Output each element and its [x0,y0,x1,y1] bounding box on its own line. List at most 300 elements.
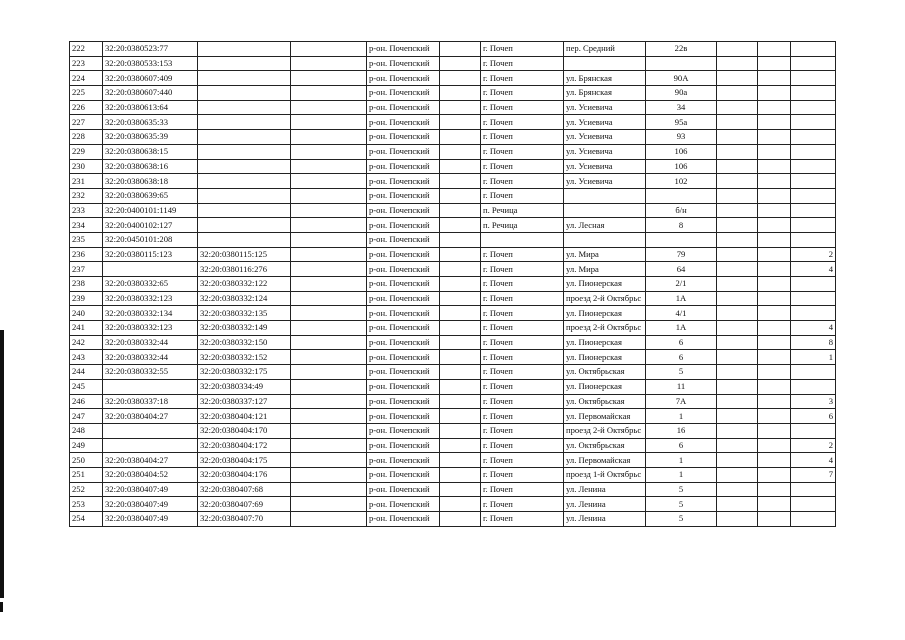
empty-cell [717,188,758,203]
empty-cell [440,365,481,380]
street-cell: проезд 2-й Октябрьс [564,423,646,438]
street-cell [564,56,646,71]
row-number-cell: 234 [70,218,103,233]
empty-cell [717,115,758,130]
cadastral-number-cell: 32:20:0380635:33 [103,115,198,130]
district-cell: р-он. Почепский [367,86,440,101]
cadastral-number-cell: 32:20:0380533:153 [103,56,198,71]
house-number-cell: 93 [646,130,717,145]
linked-cadastral-number-cell: 32:20:0380116:276 [198,262,291,277]
empty-cell [440,453,481,468]
street-cell: ул. Усиевича [564,115,646,130]
linked-cadastral-number-cell [198,42,291,57]
empty-cell [758,379,791,394]
table-row [70,321,836,336]
empty-cell [717,409,758,424]
house-number-cell: 1А [646,321,717,336]
town-cell: г. Почеп [481,409,564,424]
empty-cell [291,438,367,453]
street-cell: ул. Ленина [564,482,646,497]
row-number-cell: 222 [70,42,103,57]
empty-cell [758,335,791,350]
linked-cadastral-number-cell: 32:20:0380404:121 [198,409,291,424]
empty-cell [440,218,481,233]
house-number-cell: 1 [646,409,717,424]
row-number-cell: 249 [70,438,103,453]
house-number-cell: 4/1 [646,306,717,321]
district-cell: р-он. Почепский [367,321,440,336]
cadastral-number-cell: 32:20:0380332:44 [103,350,198,365]
house-number-cell [646,232,717,247]
district-cell: р-он. Почепский [367,232,440,247]
empty-cell [291,512,367,527]
empty-cell [717,350,758,365]
count-cell [791,159,836,174]
empty-cell [717,394,758,409]
empty-cell [717,247,758,262]
house-number-cell: 6 [646,335,717,350]
town-cell: г. Почеп [481,438,564,453]
district-cell: р-он. Почепский [367,512,440,527]
cadastral-number-cell: 32:20:0380613:64 [103,100,198,115]
empty-cell [291,174,367,189]
linked-cadastral-number-cell: 32:20:0380407:69 [198,497,291,512]
town-cell: г. Почеп [481,365,564,380]
house-number-cell: 95а [646,115,717,130]
town-cell: г. Почеп [481,291,564,306]
row-number-cell: 251 [70,467,103,482]
house-number-cell: 1А [646,291,717,306]
house-number-cell: 5 [646,512,717,527]
town-cell: г. Почеп [481,394,564,409]
row-number-cell: 254 [70,512,103,527]
town-cell: г. Почеп [481,379,564,394]
empty-cell [440,232,481,247]
house-number-cell: 102 [646,174,717,189]
street-cell: проезд 1-й Октябрьс [564,467,646,482]
town-cell: г. Почеп [481,335,564,350]
table-row [70,497,836,512]
empty-cell [291,218,367,233]
count-cell: 4 [791,321,836,336]
street-cell: ул. Октябрьская [564,438,646,453]
table-row [70,115,836,130]
district-cell: р-он. Почепский [367,335,440,350]
row-number-cell: 230 [70,159,103,174]
empty-cell [291,144,367,159]
district-cell: р-он. Почепский [367,56,440,71]
district-cell: р-он. Почепский [367,188,440,203]
empty-cell [440,277,481,292]
table-row [70,203,836,218]
empty-cell [440,174,481,189]
empty-cell [717,174,758,189]
empty-cell [717,232,758,247]
empty-cell [291,453,367,468]
empty-cell [758,188,791,203]
cadastral-number-cell: 32:20:0380407:49 [103,512,198,527]
count-cell [791,115,836,130]
linked-cadastral-number-cell: 32:20:0380407:70 [198,512,291,527]
count-cell [791,56,836,71]
street-cell: проезд 2-й Октябрьс [564,291,646,306]
table-row [70,350,836,365]
empty-cell [758,482,791,497]
table-row [70,409,836,424]
row-number-cell: 223 [70,56,103,71]
count-cell [791,379,836,394]
table-row [70,379,836,394]
empty-cell [291,394,367,409]
table-row [70,262,836,277]
count-cell [791,100,836,115]
cadastral-number-cell: 32:20:0380638:15 [103,144,198,159]
linked-cadastral-number-cell [198,71,291,86]
empty-cell [758,438,791,453]
empty-cell [758,86,791,101]
empty-cell [717,497,758,512]
empty-cell [758,115,791,130]
cadastral-number-cell: 32:20:0380635:39 [103,130,198,145]
house-number-cell: 11 [646,379,717,394]
empty-cell [440,130,481,145]
town-cell: г. Почеп [481,306,564,321]
street-cell [564,232,646,247]
empty-cell [758,247,791,262]
table-row [70,394,836,409]
street-cell: ул. Пионерская [564,277,646,292]
empty-cell [717,482,758,497]
empty-cell [758,394,791,409]
cadastral-number-cell: 32:20:0380639:65 [103,188,198,203]
empty-cell [758,56,791,71]
street-cell [564,188,646,203]
empty-cell [717,467,758,482]
town-cell: г. Почеп [481,512,564,527]
empty-cell [291,56,367,71]
town-cell: г. Почеп [481,247,564,262]
count-cell: 6 [791,409,836,424]
town-cell: г. Почеп [481,482,564,497]
street-cell: ул. Ленина [564,497,646,512]
empty-cell [291,115,367,130]
town-cell: г. Почеп [481,159,564,174]
count-cell [791,497,836,512]
town-cell: г. Почеп [481,130,564,145]
street-cell: ул. Пионерская [564,335,646,350]
empty-cell [440,188,481,203]
table-row [70,188,836,203]
empty-cell [440,350,481,365]
row-number-cell: 252 [70,482,103,497]
district-cell: р-он. Почепский [367,277,440,292]
empty-cell [291,467,367,482]
street-cell: ул. Брянская [564,86,646,101]
empty-cell [758,365,791,380]
row-number-cell: 242 [70,335,103,350]
count-cell [791,218,836,233]
street-cell: ул. Октябрьская [564,365,646,380]
empty-cell [717,291,758,306]
count-cell: 4 [791,262,836,277]
table-row [70,467,836,482]
empty-cell [717,86,758,101]
empty-cell [440,42,481,57]
empty-cell [717,321,758,336]
count-cell [791,188,836,203]
empty-cell [291,86,367,101]
table-row [70,56,836,71]
empty-cell [758,159,791,174]
empty-cell [291,350,367,365]
linked-cadastral-number-cell: 32:20:0380332:152 [198,350,291,365]
table-row [70,218,836,233]
count-cell [791,42,836,57]
district-cell: р-он. Почепский [367,467,440,482]
district-cell: р-он. Почепский [367,379,440,394]
empty-cell [717,512,758,527]
table-row [70,247,836,262]
town-cell: г. Почеп [481,423,564,438]
table-row [70,482,836,497]
empty-cell [758,350,791,365]
empty-cell [758,512,791,527]
table-row [70,232,836,247]
empty-cell [440,291,481,306]
linked-cadastral-number-cell: 32:20:0380404:172 [198,438,291,453]
linked-cadastral-number-cell: 32:20:0380332:135 [198,306,291,321]
table-row [70,130,836,145]
empty-cell [758,232,791,247]
town-cell: г. Почеп [481,262,564,277]
street-cell: ул. Брянская [564,71,646,86]
table-row [70,453,836,468]
empty-cell [440,335,481,350]
district-cell: р-он. Почепский [367,365,440,380]
empty-cell [758,203,791,218]
cadastral-number-cell: 32:20:0380638:18 [103,174,198,189]
row-number-cell: 226 [70,100,103,115]
empty-cell [758,174,791,189]
linked-cadastral-number-cell: 32:20:0380407:68 [198,482,291,497]
empty-cell [440,71,481,86]
count-cell [791,71,836,86]
town-cell: г. Почеп [481,467,564,482]
empty-cell [717,56,758,71]
house-number-cell: 2/1 [646,277,717,292]
count-cell [791,203,836,218]
street-cell: пер. Средний [564,42,646,57]
count-cell [791,174,836,189]
empty-cell [440,247,481,262]
cadastral-number-cell: 32:20:0380337:18 [103,394,198,409]
cadastral-number-cell: 32:20:0380638:16 [103,159,198,174]
street-cell: ул. Усиевича [564,130,646,145]
empty-cell [758,453,791,468]
linked-cadastral-number-cell [198,203,291,218]
row-number-cell: 238 [70,277,103,292]
street-cell: ул. Первомайская [564,409,646,424]
empty-cell [291,130,367,145]
empty-cell [291,409,367,424]
cadastral-number-cell: 32:20:0380332:55 [103,365,198,380]
empty-cell [440,423,481,438]
empty-cell [717,453,758,468]
table-row [70,159,836,174]
empty-cell [440,115,481,130]
empty-cell [440,497,481,512]
empty-cell [717,130,758,145]
row-number-cell: 248 [70,423,103,438]
street-cell: проезд 2-й Октябрьс [564,321,646,336]
empty-cell [717,379,758,394]
empty-cell [758,42,791,57]
empty-cell [758,130,791,145]
empty-cell [440,379,481,394]
table-row [70,100,836,115]
table-row [70,306,836,321]
street-cell: ул. Лесная [564,218,646,233]
house-number-cell: 1 [646,453,717,468]
district-cell: р-он. Почепский [367,409,440,424]
house-number-cell: б/н [646,203,717,218]
empty-cell [440,438,481,453]
cadastral-number-cell: 32:20:0380404:27 [103,409,198,424]
register-table-body [70,42,836,527]
empty-cell [291,291,367,306]
table-row [70,291,836,306]
town-cell: г. Почеп [481,42,564,57]
district-cell: р-он. Почепский [367,203,440,218]
street-cell: ул. Пионерская [564,350,646,365]
linked-cadastral-number-cell: 32:20:0380332:124 [198,291,291,306]
empty-cell [717,306,758,321]
linked-cadastral-number-cell: 32:20:0380332:175 [198,365,291,380]
empty-cell [440,100,481,115]
cadastral-number-cell: 32:20:0380332:123 [103,321,198,336]
cadastral-number-cell [103,379,198,394]
empty-cell [291,306,367,321]
cadastral-number-cell: 32:20:0380115:123 [103,247,198,262]
cadastral-number-cell [103,423,198,438]
empty-cell [717,100,758,115]
linked-cadastral-number-cell [198,115,291,130]
count-cell: 1 [791,350,836,365]
linked-cadastral-number-cell [198,130,291,145]
cadastral-number-cell: 32:20:0450101:208 [103,232,198,247]
town-cell: п. Речица [481,203,564,218]
town-cell: г. Почеп [481,277,564,292]
empty-cell [291,497,367,512]
house-number-cell: 79 [646,247,717,262]
table-row [70,86,836,101]
row-number-cell: 244 [70,365,103,380]
district-cell: р-он. Почепский [367,394,440,409]
linked-cadastral-number-cell [198,100,291,115]
empty-cell [758,306,791,321]
town-cell: г. Почеп [481,453,564,468]
linked-cadastral-number-cell: 32:20:0380334:49 [198,379,291,394]
district-cell: р-он. Почепский [367,130,440,145]
empty-cell [291,247,367,262]
street-cell: ул. Мира [564,247,646,262]
town-cell: г. Почеп [481,144,564,159]
street-cell: ул. Усиевича [564,159,646,174]
cadastral-number-cell: 32:20:0400101:1149 [103,203,198,218]
empty-cell [291,71,367,86]
count-cell [791,482,836,497]
street-cell: ул. Октябрьская [564,394,646,409]
empty-cell [717,42,758,57]
count-cell [791,86,836,101]
linked-cadastral-number-cell [198,144,291,159]
house-number-cell: 1 [646,467,717,482]
linked-cadastral-number-cell: 32:20:0380332:122 [198,277,291,292]
empty-cell [440,482,481,497]
district-cell: р-он. Почепский [367,71,440,86]
town-cell: г. Почеп [481,350,564,365]
linked-cadastral-number-cell [198,86,291,101]
table-row [70,277,836,292]
count-cell [791,291,836,306]
empty-cell [758,409,791,424]
cadastral-number-cell: 32:20:0380332:123 [103,291,198,306]
cadastral-number-cell: 32:20:0380404:27 [103,453,198,468]
town-cell: г. Почеп [481,56,564,71]
row-number-cell: 240 [70,306,103,321]
empty-cell [440,144,481,159]
empty-cell [291,277,367,292]
cadastral-number-cell: 32:20:0380523:77 [103,42,198,57]
empty-cell [758,423,791,438]
house-number-cell: 5 [646,365,717,380]
row-number-cell: 224 [70,71,103,86]
street-cell: ул. Пионерская [564,306,646,321]
empty-cell [291,188,367,203]
empty-cell [758,100,791,115]
linked-cadastral-number-cell: 32:20:0380337:127 [198,394,291,409]
cadastral-number-cell [103,438,198,453]
linked-cadastral-number-cell [198,56,291,71]
empty-cell [717,262,758,277]
table-row [70,438,836,453]
empty-cell [758,321,791,336]
scan-edge-mark-small [0,602,3,612]
empty-cell [717,203,758,218]
house-number-cell: 5 [646,497,717,512]
count-cell: 2 [791,438,836,453]
empty-cell [291,203,367,218]
street-cell: ул. Мира [564,262,646,277]
empty-cell [717,365,758,380]
empty-cell [440,512,481,527]
house-number-cell: 106 [646,144,717,159]
house-number-cell: 6 [646,350,717,365]
empty-cell [440,203,481,218]
empty-cell [758,467,791,482]
linked-cadastral-number-cell [198,174,291,189]
count-cell [791,144,836,159]
cadastral-number-cell: 32:20:0380407:49 [103,497,198,512]
table-row [70,423,836,438]
town-cell: п. Речица [481,218,564,233]
district-cell: р-он. Почепский [367,144,440,159]
street-cell [564,203,646,218]
cadastral-number-cell: 32:20:0400102:127 [103,218,198,233]
street-cell: ул. Усиевича [564,174,646,189]
empty-cell [717,438,758,453]
empty-cell [717,423,758,438]
